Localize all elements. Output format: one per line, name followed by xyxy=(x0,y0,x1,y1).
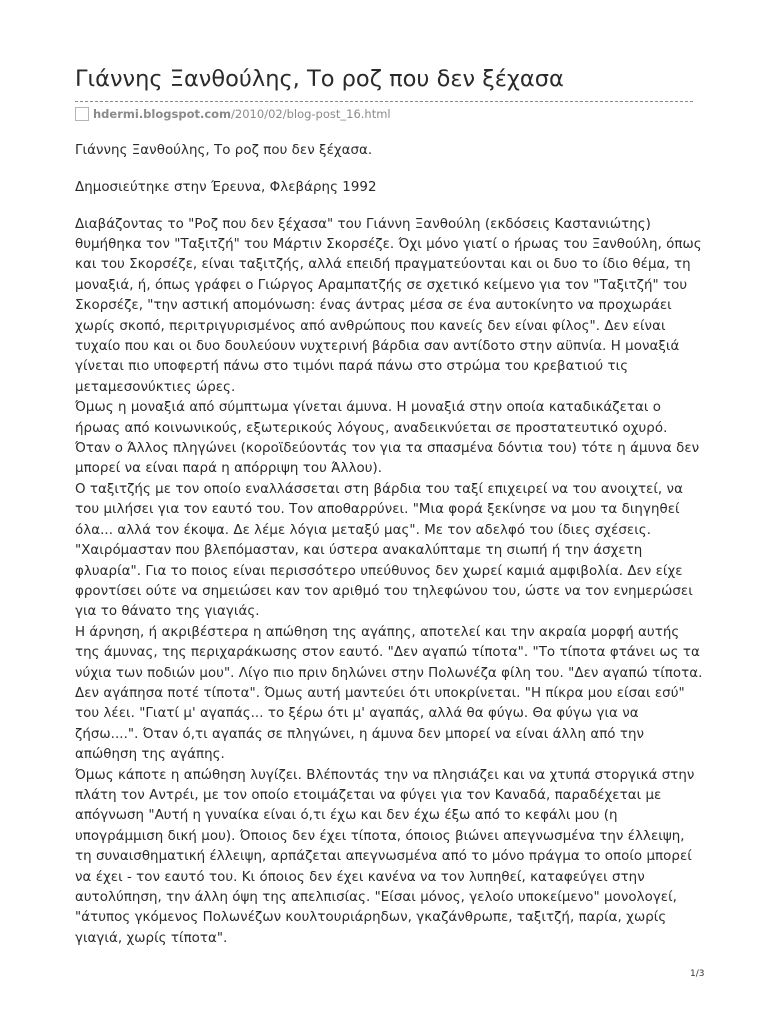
source-domain: hdermi.blogspot.com xyxy=(93,107,232,121)
page-number: 1/3 xyxy=(690,969,705,979)
article-paragraph: Διαβάζοντας το "Ροζ που δεν ξέχασα" του Γιάννη Ξανθούλη (εκδόσεις Καστανιώτης) θυμήθηκα τον "Ταξιτζή" του Μάρτιν Σκορσέζε. Όχι μόνο γιατί ο ήρωας του Ξανθούλη, όπως και του Σκορσέζε, είναι ταξιτζής, αλλά επειδή πραγματεύονται και οι δυο το ίδιο θέμα, τη μοναξιά, ή, όπως γράφει ο Γιώργος Αραμπατζής σε σχετικό κείμενο για τον "Ταξιτζή" του Σκορσέζε, "την αστική απομόνωση: ένας άντρας μέσα σε ένα αυτοκίνητο να προχωράει χωρίς σκοπό, περιτριγυρισμένος από ανθρώπους που κανείς δεν είναι φίλος". Δεν είναι τυχαίο που και οι δυο δουλεύουν νυχτερινή βάρδια σαν αντίδοτο στην αϋπνία. Η μοναξιά γίνεται πιο υποφερτή πάνω στο τιμόνι παρά πάνω στο στρώμα του κρεβατιού τις μεταμεσονύκτιες ώρες. xyxy=(75,216,702,395)
article-published-line: Δημοσιεύτηκε στην Έρευνα, Φλεβάρης 1992 xyxy=(75,179,377,195)
article-paragraph: Η άρνηση, ή ακριβέστερα η απώθηση της αγάπης, αποτελεί και την ακραία μορφή αυτής της άμυνας, της περιχαράκωσης στον εαυτό. "Δεν αγαπώ τίποτα". "Το τίποτα φτάνει ως τα νύχια των ποδιών μου". Λίγο πιο πριν δηλώνει στην Πολωνέζα φίλη του. "Δεν αγαπώ τίποτα. Δεν αγάπησα ποτέ τίποτα". Όμως αυτή μαντεύει ότι υποκρίνεται. "Η πίκρα μου είσαι εσύ" του λέει. "Γιατί μ' αγαπάς... το ξέρω ότι μ' αγαπάς, αλλά θα φύγω. Θα φύγω για να ζήσω....". Όταν ό,τι αγαπάς σε πληγώνει, η άμυνα δεν μπορεί να είναι άλλη από την απώθηση της αγάπης. xyxy=(75,624,703,763)
title-divider xyxy=(75,101,693,102)
page-title: Γιάννης Ξανθούλης, Το ροζ που δεν ξέχασα xyxy=(75,66,564,92)
article-paragraph: Ο ταξιτζής με τον οποίο εναλλάσσεται στη βάρδια του ταξί επιχειρεί να του ανοιχτεί, να του μιλήσει για τον εαυτό του. Τον αποθαρρύνει. "Μια φορά ξεκίνησε να μου τα διηγηθεί όλα... αλλά τον έκοψα. Δε λέμε λόγια μεταξύ μας". Με τον αδελφό του ίδιες σχέσεις. "Χαιρόμασταν που βλεπόμασταν, και ύστερα ανακαλύπταμε τη σιωπή ή την άσχετη φλυαρία". Για το ποιος είναι περισσότερο υπεύθυνος δεν χωρεί καμιά αμφιβολία. Δεν είχε φροντίσει ούτε να σημειώσει καν τον αριθμό του τηλεφώνου του, ώστε να τον ενημερώσει για το θάνατο της γιαγιάς. xyxy=(75,481,693,620)
source-link[interactable] xyxy=(75,104,391,124)
article-heading-line: Γιάννης Ξανθούλης, Το ροζ που δεν ξέχασα. xyxy=(75,143,373,158)
favicon-icon xyxy=(75,107,89,121)
article-body xyxy=(75,141,705,949)
article-paragraph: Όμως κάποτε η απώθηση λυγίζει. Βλέποντάς την να πλησιάζει και να χτυπά στοργικά στην πλάτη τον Αντρέι, με τον οποίο ετοιμάζεται να φύγει για τον Καναδά, παραδέχεται με απόγνωση "Αυτή η γυναίκα είναι ό,τι έχω και δεν έχω έξω από το κεφάλι μου (η υπογράμμιση δική μου). Όποιος δεν έχει τίποτα, όποιος βιώνει απεγνωσμένα την έλλειψη, τη συναισθηματική έλλειψη, αρπάζεται απεγνωσμένα από το μόνο πράγμα το οποίο μπορεί να έχει - τον εαυτό του. Κι όποιος δεν έχει κανένα να τον λυπηθεί, καταφεύγει στην αυτολύπηση, την άλλη όψη της απελπισίας. "Είσαι μόνος, γελοίο υποκείμενο" μονολογεί, "άτυπος γκόμενος Πολωνέζων κουλτουριάρηδων, γκαζάνθρωπε, ταξιτζή, παρία, χωρίς γιαγιά, χωρίς τίποτα". xyxy=(75,767,695,946)
source-path: /2010/02/blog-post_16.html xyxy=(231,107,391,121)
article-paragraph: Όμως η μοναξιά από σύμπτωμα γίνεται άμυνα. Η μοναξιά στην οποία καταδικάζεται ο ήρωας από κοινωνικούς, εξωτερικούς λόγους, αναδεικνύεται σε προστατευτικό οχυρό. Όταν ο Άλλος πληγώνει (κοροϊδεύοντάς τον για τα σπασμένα δόντια του) τότε η άμυνα δεν μπορεί να είναι παρά η απόρριψη του Άλλου). xyxy=(75,400,700,477)
